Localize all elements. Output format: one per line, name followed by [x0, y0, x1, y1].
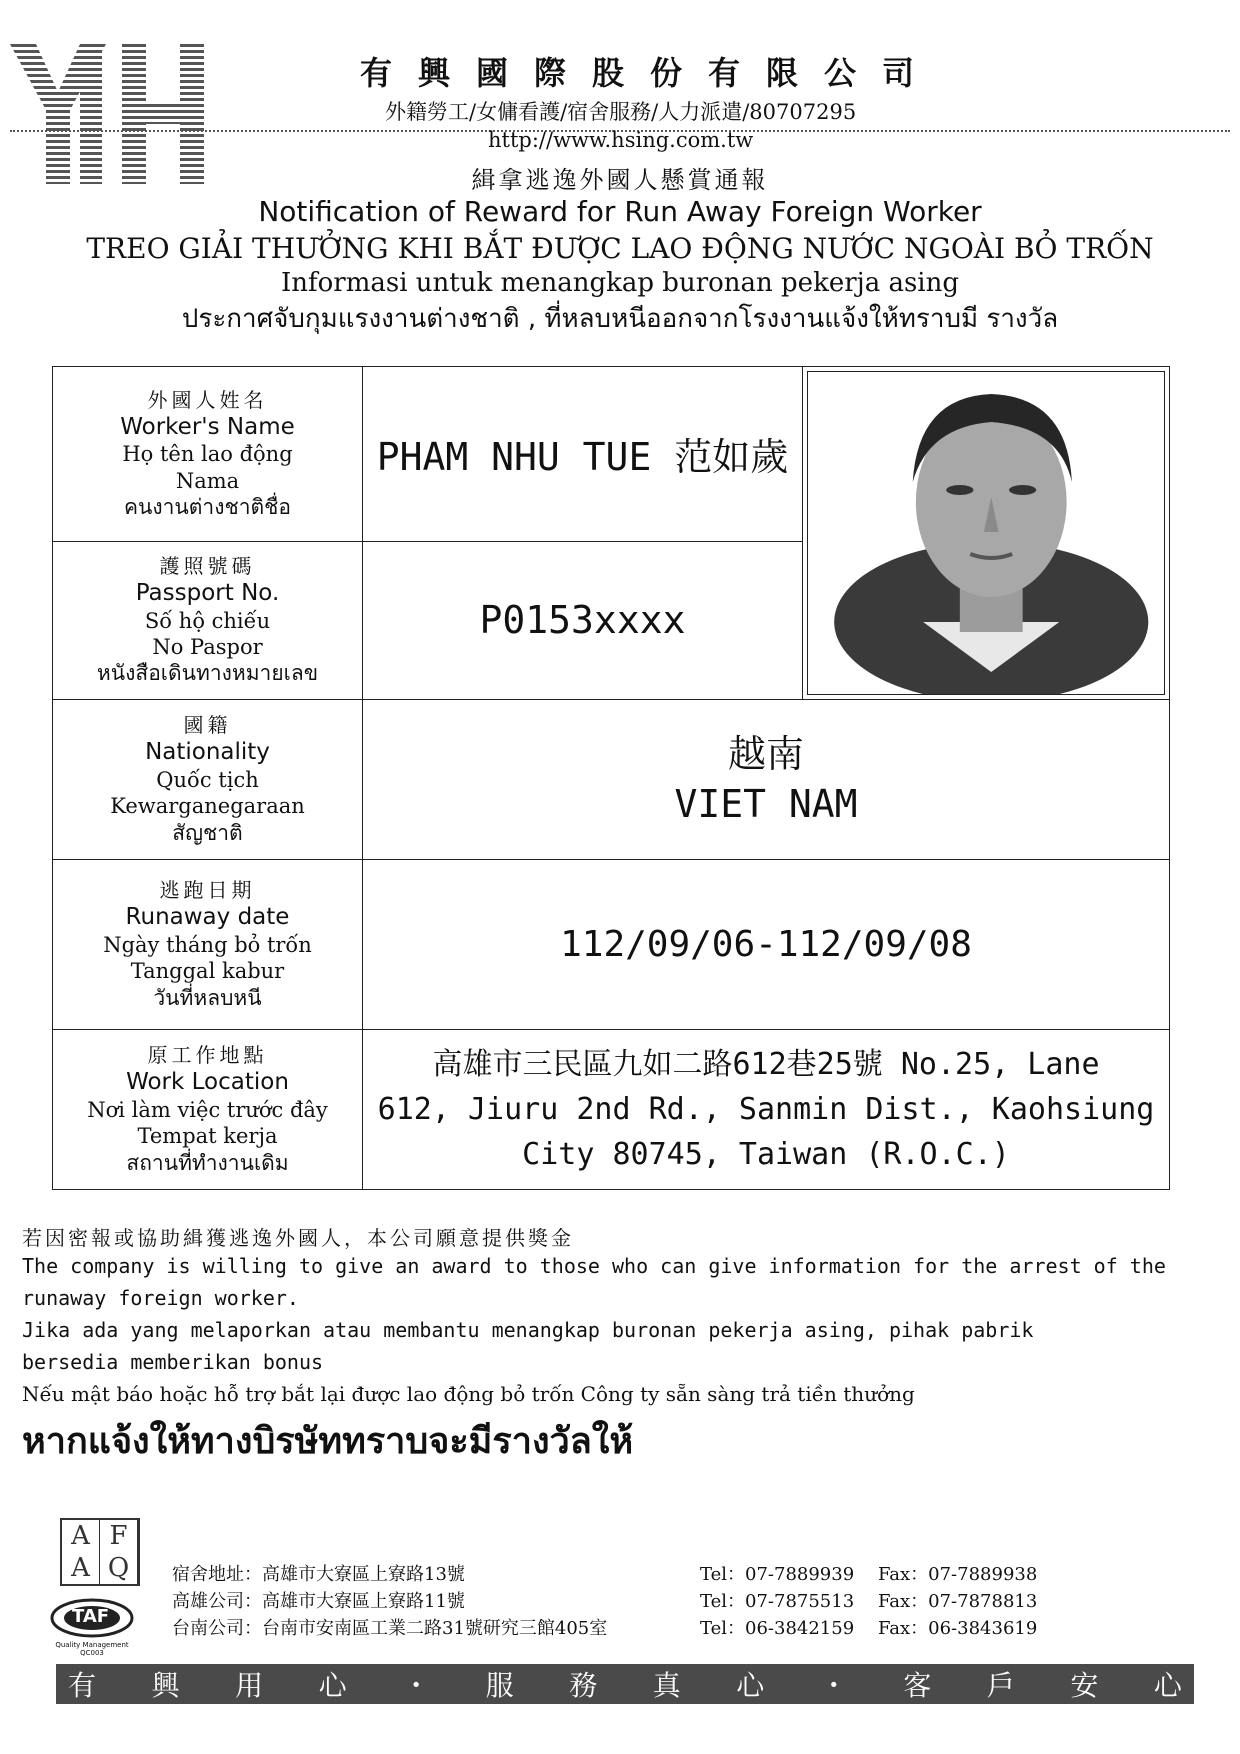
- taf-text: TAF: [72, 1606, 110, 1627]
- slogan-char: 心: [1153, 1669, 1182, 1702]
- location-line-3: City 80745, Taiwan (R.O.C.): [522, 1137, 1010, 1172]
- office-fax: Fax：07-7878813: [878, 1591, 1038, 1612]
- name-label-en: Worker's Name: [120, 413, 295, 440]
- name-row: [53, 367, 1170, 542]
- nationality-label-th: สัญชาติ: [172, 820, 243, 845]
- location-label-zh: 原工作地點: [147, 1043, 268, 1068]
- slogan-char: 心: [736, 1669, 765, 1702]
- slogan-char: 服: [485, 1669, 514, 1702]
- worker-photo: [807, 371, 1165, 695]
- nationality-value-en: VIET NAM: [674, 781, 858, 826]
- title-th: ประกาศจับกุมแรงงานต่างชาติ , ที่หลบหนีออกจากโรงงานแจ้งให้ทราบมี รางวัล: [181, 304, 1059, 334]
- passport-label-th: หนังสือเดินทางหมายเลข: [96, 661, 319, 686]
- slogan-char: ・: [402, 1669, 431, 1702]
- nationality-label: [53, 700, 363, 860]
- location-line-1: 高雄市三民區九如二路612巷25號 No.25, Lane: [432, 1047, 1100, 1082]
- nationality-label-vi: Quốc tịch: [156, 768, 259, 792]
- title-en: Notification of Reward for Run Away Foreign Worker: [258, 195, 982, 228]
- notice-id-2: bersedia memberikan bonus: [22, 1350, 324, 1374]
- worker-name-value: PHAM NHU TUE 范如歲: [363, 367, 803, 542]
- afaq-text: [62, 1520, 138, 1584]
- office-address: 台南公司：台南市安南區工業二路31號研究三館405室: [172, 1618, 608, 1639]
- slogan-char: 用: [235, 1669, 264, 1702]
- passport-label-vi: Số hộ chiếu: [144, 608, 271, 633]
- office-tel: Tel：06-3842159: [700, 1618, 855, 1639]
- nationality-value-zh: 越南: [727, 732, 804, 777]
- name-label-vi: Họ tên lao động: [122, 442, 293, 467]
- location-label: [53, 1030, 363, 1190]
- passport-label-id: No Paspor: [152, 635, 263, 660]
- name-label-zh: 外國人姓名: [147, 387, 268, 412]
- slogan-char: 有: [68, 1669, 97, 1702]
- runaway-label-th: วันที่หลบหนี: [153, 985, 262, 1010]
- title-vi: TREO GIẢI THƯỞNG KHI BẮT ĐƯỢC LAO ĐỘNG NƯỚC NGOÀI BỎ TRỐN: [86, 232, 1154, 265]
- runaway-row: [53, 860, 1170, 1030]
- location-row: [53, 1030, 1170, 1190]
- afaq-letter: Q: [100, 1552, 138, 1584]
- afaq-letter: A: [62, 1552, 100, 1584]
- location-label-en: Work Location: [126, 1069, 289, 1096]
- runaway-date-value: 112/09/06-112/09/08: [363, 860, 1170, 1030]
- photo-cell: [803, 367, 1170, 700]
- company-url[interactable]: http://www.hsing.com.tw: [488, 128, 754, 152]
- nationality-label-en: Nationality: [145, 739, 270, 766]
- nationality-label-id: Kewarganegaraan: [110, 794, 305, 819]
- runaway-label-vi: Ngày tháng bỏ trốn: [103, 933, 312, 957]
- passport-label: [53, 541, 363, 699]
- runaway-label-id: Tanggal kabur: [130, 959, 285, 984]
- notice-zh: 若因密報或協助緝獲逃逸外國人，本公司願意提供獎金: [22, 1226, 574, 1250]
- slogan-char: ・: [819, 1669, 848, 1702]
- nationality-label-zh: 國籍: [183, 713, 232, 738]
- slogan-char: 客: [903, 1669, 932, 1702]
- notice-en-1: The company is willing to give an award to those who can give information for the arrest of the: [22, 1254, 1166, 1278]
- office-address: 宿舍地址：高雄市大寮區上寮路13號: [172, 1564, 465, 1585]
- slogan-char: 真: [652, 1669, 681, 1702]
- name-label: [53, 367, 363, 542]
- location-label-id: Tempat kerja: [137, 1124, 278, 1149]
- runaway-label-en: Runaway date: [125, 904, 290, 931]
- notice-th: หากแจ้งให้ทางบิรษัททราบจะมีรางวัลให้: [22, 1421, 634, 1462]
- title-zh: 緝拿逃逸外國人懸賞通報: [471, 166, 769, 194]
- afaq-cert-logo: [60, 1518, 140, 1586]
- nationality-row: [53, 700, 1170, 860]
- portrait-image: [808, 372, 1164, 694]
- location-label-vi: Nơi làm việc trước đây: [87, 1098, 328, 1122]
- afaq-letter: A: [62, 1520, 100, 1552]
- location-line-2: 612, Jiuru 2nd Rd., Sanmin Dist., Kaohsiung: [377, 1092, 1155, 1127]
- slogan-char: 興: [151, 1669, 180, 1702]
- office-address: 高雄公司：高雄市大寮區上寮路11號: [172, 1591, 465, 1612]
- title-id: Informasi untuk menangkap buronan pekerja asing: [280, 268, 960, 298]
- passport-label-en: Passport No.: [135, 580, 280, 607]
- office-tel: Tel：07-7875513: [700, 1591, 855, 1612]
- runaway-label-zh: 逃跑日期: [159, 878, 256, 903]
- slogan-char: 安: [1070, 1669, 1099, 1702]
- worker-info-table: [52, 366, 1170, 1190]
- afaq-letter: F: [100, 1520, 138, 1552]
- passport-label-zh: 護照號碼: [159, 554, 256, 579]
- office-fax: Fax：07-7889938: [878, 1564, 1038, 1585]
- company-services: 外籍勞工/女傭看護/宿舍服務/人力派遣/80707295: [385, 100, 857, 124]
- name-label-id: Nama: [175, 468, 240, 493]
- notice-vi: Nếu mật báo hoặc hỗ trợ bắt lại được lao động bỏ trốn Công ty sẵn sàng trả tiền thưởng: [22, 1382, 915, 1406]
- office-fax: Fax：06-3843619: [878, 1618, 1038, 1639]
- slogan-char: 戶: [986, 1669, 1015, 1702]
- office-tel: Tel：07-7889939: [700, 1564, 855, 1585]
- slogan-bar: [56, 1664, 1194, 1704]
- taf-cert-logo: [50, 1598, 134, 1656]
- notice-en-2: runaway foreign worker.: [22, 1286, 299, 1310]
- location-label-th: สถานที่ทำงานเดิม: [126, 1150, 289, 1175]
- runaway-label: [53, 860, 363, 1030]
- taf-caption: Quality Management QC003: [55, 1641, 129, 1657]
- passport-value: P0153xxxx: [363, 541, 803, 699]
- location-value: [363, 1030, 1170, 1190]
- slogan-char: 務: [569, 1669, 598, 1702]
- notice-id-1: Jika ada yang melaporkan atau membantu menangkap buronan pekerja asing, pihak pabrik: [22, 1318, 1034, 1342]
- nationality-value: [363, 700, 1170, 860]
- slogan-char: 心: [318, 1669, 347, 1702]
- company-name: 有興國際股份有限公司: [360, 54, 941, 92]
- name-label-th: คนงานต่างชาติชื่อ: [123, 494, 292, 519]
